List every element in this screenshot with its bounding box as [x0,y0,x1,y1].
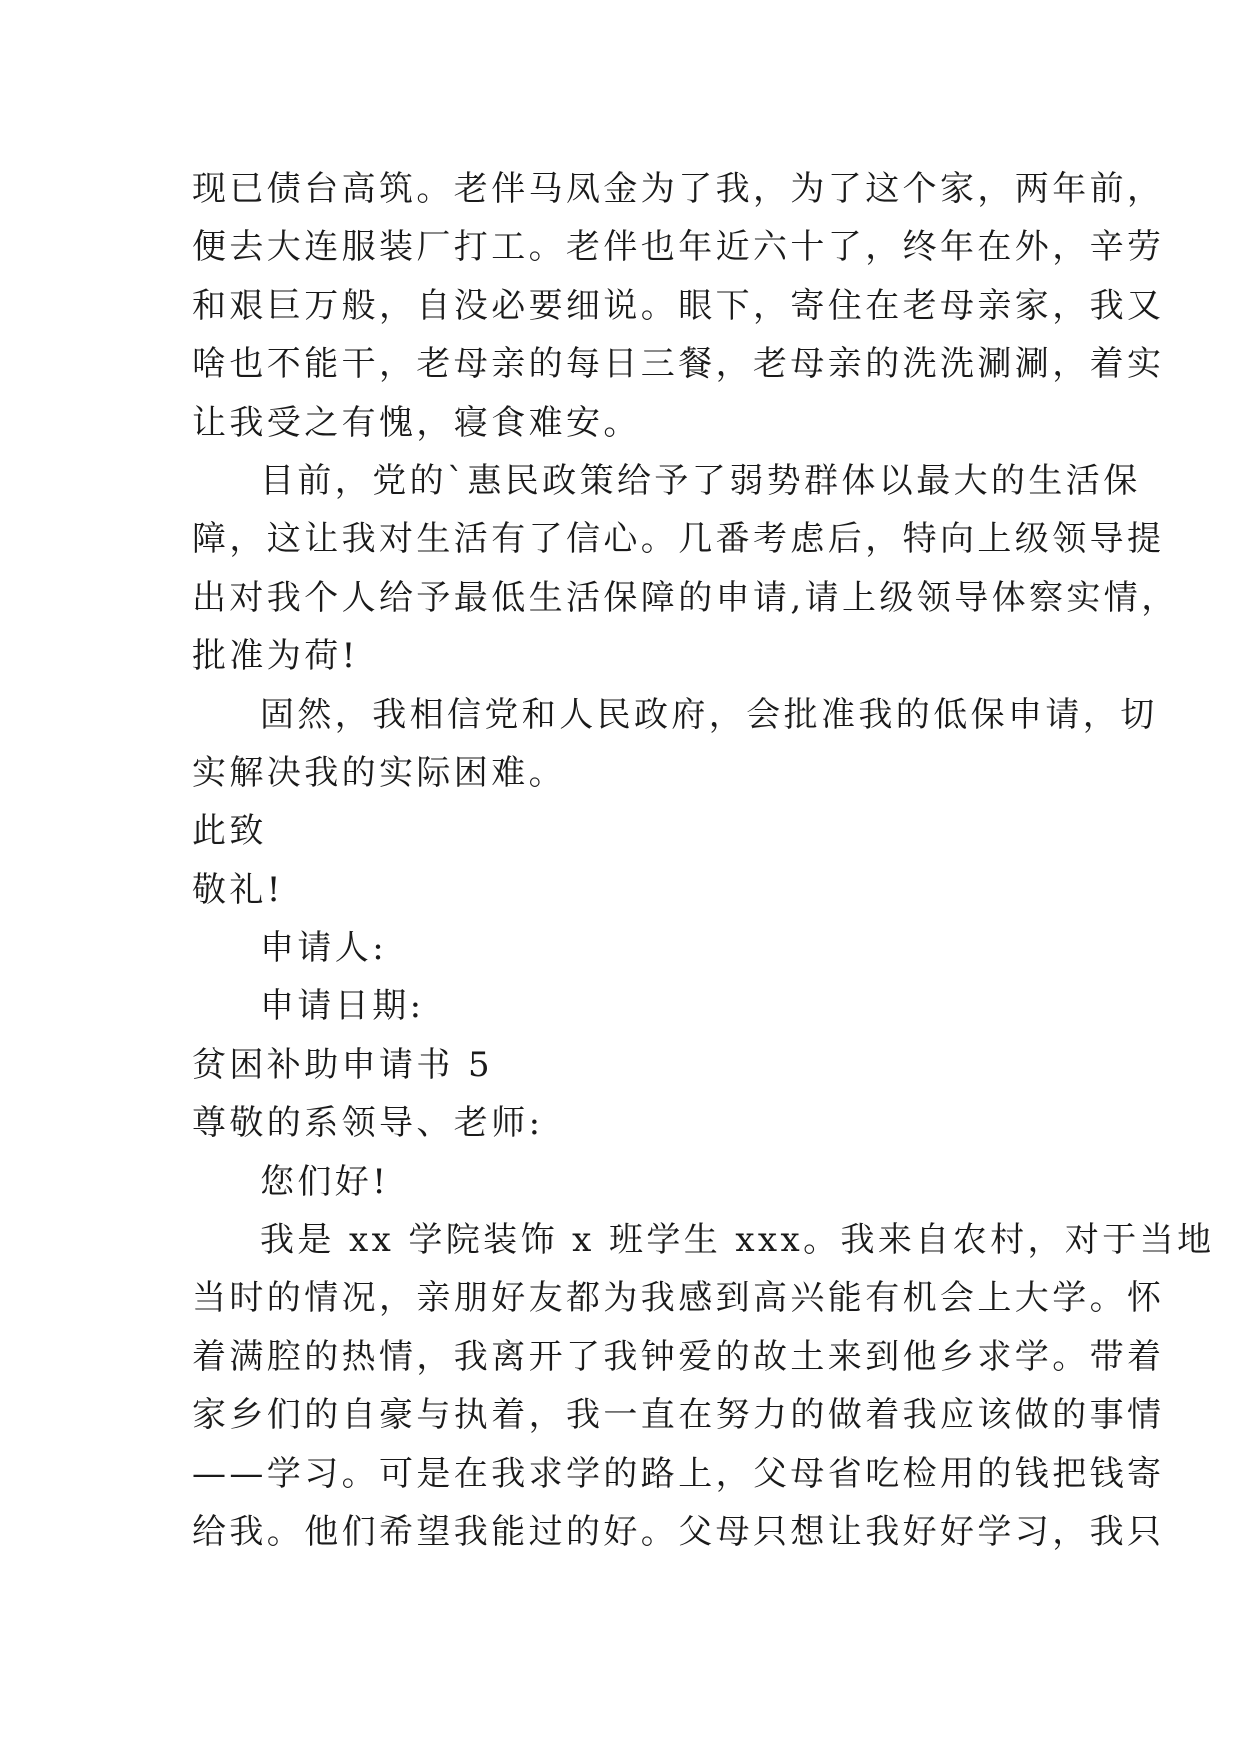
paragraph-request [192,452,1179,686]
closing-salute: 此致 [192,811,267,852]
section-title: 贫困补助申请书 5 [192,1044,494,1085]
applicant-label: 申请人: [260,928,388,969]
text-line: 出对我个人给予最低生活保障的申请,请上级领导体察实情， [192,577,1179,618]
text-line: 给我。他们希望我能过的好。父母只想让我好好学习，我只 [192,1511,1165,1552]
text-line: 和艰巨万般，自没必要细说。眼下，寄住在老母亲家，我又 [192,285,1165,326]
greeting: 您们好! [260,1161,390,1202]
text-line: 着满腔的热情，我离开了我钟爱的故土来到他乡求学。带着 [192,1336,1165,1377]
text-line: 便去大连服装厂打工。老伴也年近六十了，终年在外，辛劳 [192,227,1165,268]
closing-regards: 敬礼! [192,869,284,910]
text-line: ——学习。可是在我求学的路上，父母省吃检用的钱把钱寄 [192,1453,1165,1494]
text-line: 固然，我相信党和人民政府，会批准我的低保申请，切 [260,694,1158,735]
text-line: 实解决我的实际困难。 [192,752,566,793]
text-line: 让我受之有愧，寝食难安。 [192,402,641,443]
text-line: 我是 xx 学院装饰 x 班学生 xxx。我来自农村，对于当地 [260,1220,1215,1261]
date-label: 申请日期: [260,986,425,1027]
text-line: 啥也不能干，老母亲的每日三餐，老母亲的洗洗涮涮，着实 [192,344,1165,385]
text-line: 现已债台高筑。老伴马凤金为了我，为了这个家，两年前， [192,169,1165,209]
text-line: 当时的情况，亲朋好友都为我感到高兴能有机会上大学。怀 [192,1278,1165,1319]
text-line: 障，这让我对生活有了信心。几番考虑后，特向上级领导提 [192,519,1165,560]
text-line: 目前，党的`惠民政策给予了弱势群体以最大的生活保 [260,460,1141,501]
paragraph-hardship [192,160,1165,452]
text-line: 家乡们的自豪与执着，我一直在努力的做着我应该做的事情 [192,1395,1165,1436]
document-body [192,160,1215,1561]
salutation: 尊敬的系领导、老师: [192,1103,544,1144]
paragraph-introduction [192,1211,1215,1561]
text-line: 批准为荷! [192,636,359,677]
paragraph-trust [192,686,1158,803]
